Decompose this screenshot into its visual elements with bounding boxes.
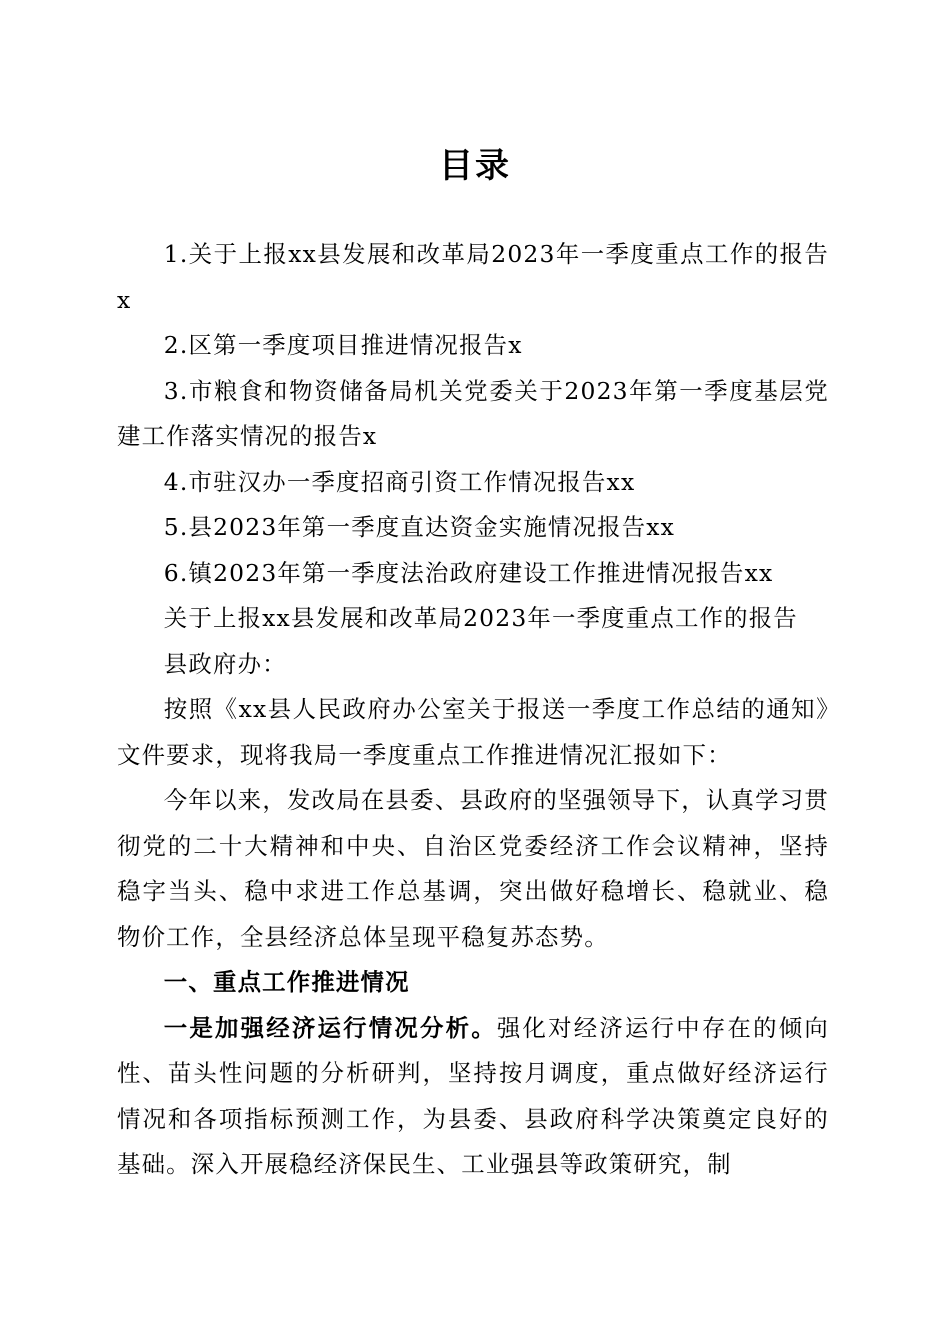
report-intro: 按照《xx县人民政府办公室关于报送一季度工作总结的通知》文件要求，现将我局一季度重点工作推进情况汇报如下： [117,695,829,769]
toc-item-1[interactable]: 1.关于上报xx县发展和改革局2023年一季度重点工作的报告x [117,240,829,314]
toc-item-2[interactable]: 2.区第一季度项目推进情况报告x [163,331,523,359]
report-salutation: 县政府办： [163,649,287,678]
document-body [117,232,829,1188]
item-paragraph [117,1006,829,1188]
toc-item-5[interactable]: 5.县2023年第一季度直达资金实施情况报告xx [163,513,676,541]
page-title: 目录 [439,146,511,186]
report-title: 关于上报xx县发展和改革局2023年一季度重点工作的报告 [163,604,798,632]
item-lead: 一是加强经济运行情况分析。 [163,1013,497,1042]
toc-item-4[interactable]: 4.市驻汉办一季度招商引资工作情况报告xx [163,467,636,496]
toc-item-6[interactable]: 6.镇2023年第一季度法治政府建设工作推进情况报告xx [163,558,774,587]
report-overview: 今年以来，发改局在县委、县政府的坚强领导下，认真学习贯彻党的二十大精神和中央、自治区党委经济工作会议精神，坚持稳字当头、稳中求进工作总基调，突出做好稳增长、稳就业、稳物价工作，全县经济总体呈现平稳复苏态势。 [117,786,829,951]
section-heading: 一、重点工作推进情况 [163,968,410,996]
item-text: 强化对经济运行中存在的倾向性、苗头性问题的分析研判，坚持按月调度，重点做好经济运行情况和各项指标预测工作，为县委、县政府科学决策奠定良好的基础。深入开展稳经济保民生、工业强县等政策研究，制 [117,1013,829,1178]
toc-item-3[interactable]: 3.市粮食和物资储备局机关党委关于2023年第一季度基层党建工作落实情况的报告x [117,376,829,450]
